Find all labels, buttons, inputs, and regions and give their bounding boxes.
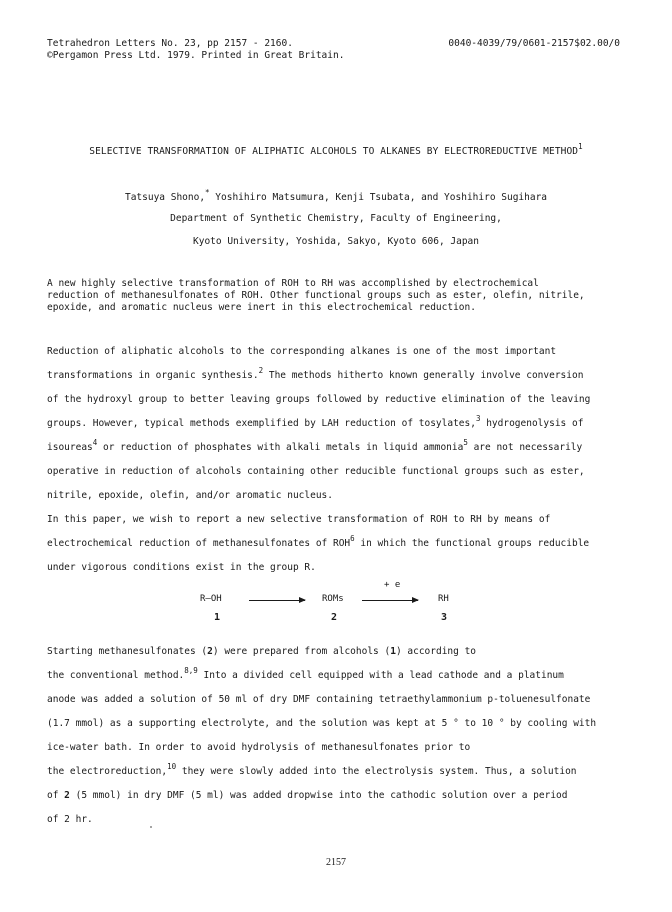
abstract-line-3: epoxide, and aromatic nucleus were inert in this electrochemical reduction.	[47, 302, 476, 313]
para1-line: isoureas$^4$ or reduction of phosphates with alkali metals in liquid ammonia$^5$ are not necessarily	[47, 438, 583, 453]
para2-line: In this paper, we wish to report a new selective transformation of ROH to RH by means of	[47, 514, 551, 525]
affiliation-line-2: Kyoto University, Yoshida, Sakyo, Kyoto 606, Japan	[193, 236, 479, 247]
article-title	[0, 142, 672, 157]
para1-line: transformations in organic synthesis.$^2$ The methods hitherto known generally involve conversion	[47, 366, 584, 381]
corresponding-mark: *	[205, 188, 210, 197]
para1-line: Reduction of aliphatic alcohols to the corresponding alkanes is one of the most important	[47, 346, 557, 357]
reaction-arrow	[362, 600, 418, 601]
affiliation-line-1: Department of Synthetic Chemistry, Faculty of Engineering,	[170, 213, 502, 224]
abstract-line-1: A new highly selective transformation of ROH to RH was accomplished by electrochemical	[47, 278, 539, 289]
para1-line: groups. However, typical methods exemplified by LAH reduction of tosylates,$^3$ hydrogenolysis of	[47, 414, 584, 429]
page-number: 2157	[326, 857, 346, 868]
journal-citation: Tetrahedron Letters No. 23, pp 2157 - 2160.	[47, 38, 293, 49]
publisher-line: ©Pergamon Press Ltd. 1979. Printed in Great Britain.	[47, 50, 345, 61]
title-text: SELECTIVE TRANSFORMATION OF ALIPHATIC ALCOHOLS TO ALKANES BY ELECTROREDUCTIVE METHOD	[89, 146, 579, 157]
first-author: Tatsuya Shono,	[124, 192, 206, 203]
reagent-label: + e	[384, 580, 401, 590]
para3-line: the conventional method.$^{8,9}$ Into a divided cell equipped with a lead cathode and a platinum	[47, 666, 564, 681]
para3-line: of 2 (5 mmol) in dry DMF (5 ml) was added dropwise into the cathodic solution over a period	[47, 790, 568, 801]
compound-number: 1	[214, 612, 221, 623]
product: RH	[438, 594, 449, 604]
para3-line: Starting methanesulfonates (2) were prepared from alcohols (1) according to	[47, 646, 477, 657]
reaction-arrow	[249, 600, 305, 601]
para1-line: operative in reduction of alcohols containing other reducible functional groups such as ester,	[47, 466, 585, 477]
other-authors: Yoshihiro Matsumura, Kenji Tsubata, and Yoshihiro Sugihara	[209, 192, 548, 203]
para3-line: ice-water bath. In order to avoid hydrolysis of methanesulfonates prior to	[47, 742, 471, 753]
specks	[150, 826, 152, 828]
abstract-line-2: reduction of methanesulfonates of ROH. Other functional groups such as ester, olefin, nitrile,	[47, 290, 585, 301]
para3-line: anode was added a solution of 50 ml of dry DMF containing tetraethylammonium p-toluenesulfonate	[47, 694, 591, 705]
article-code: 0040-4039/79/0601-2157$02.00/0	[448, 38, 620, 49]
authors	[0, 188, 672, 203]
intermediate: ROMs	[322, 594, 344, 604]
para3-line: of 2 hr.	[47, 814, 93, 825]
compound-number: 2	[331, 612, 338, 623]
compound-number: 3	[441, 612, 448, 623]
para1-line: nitrile, epoxide, olefin, and/or aromatic nucleus.	[47, 490, 333, 501]
reactant: R—OH	[200, 594, 222, 604]
para3-line: the electroreduction,$^{10}$ they were slowly added into the electrolysis system. Thus, a solution	[47, 762, 577, 777]
para2-line: under vigorous conditions exist in the group R.	[47, 562, 316, 573]
title-footnote-ref: 1	[578, 142, 583, 151]
para2-line: electrochemical reduction of methanesulfonates of ROH$^6$ in which the functional groups reducible	[47, 534, 590, 549]
para3-line: (1.7 mmol) as a supporting electrolyte, and the solution was kept at 5 ° to 10 ° by cooling with	[47, 718, 597, 729]
para1-line: of the hydroxyl group to better leaving groups followed by reductive elimination of the leaving	[47, 394, 591, 405]
